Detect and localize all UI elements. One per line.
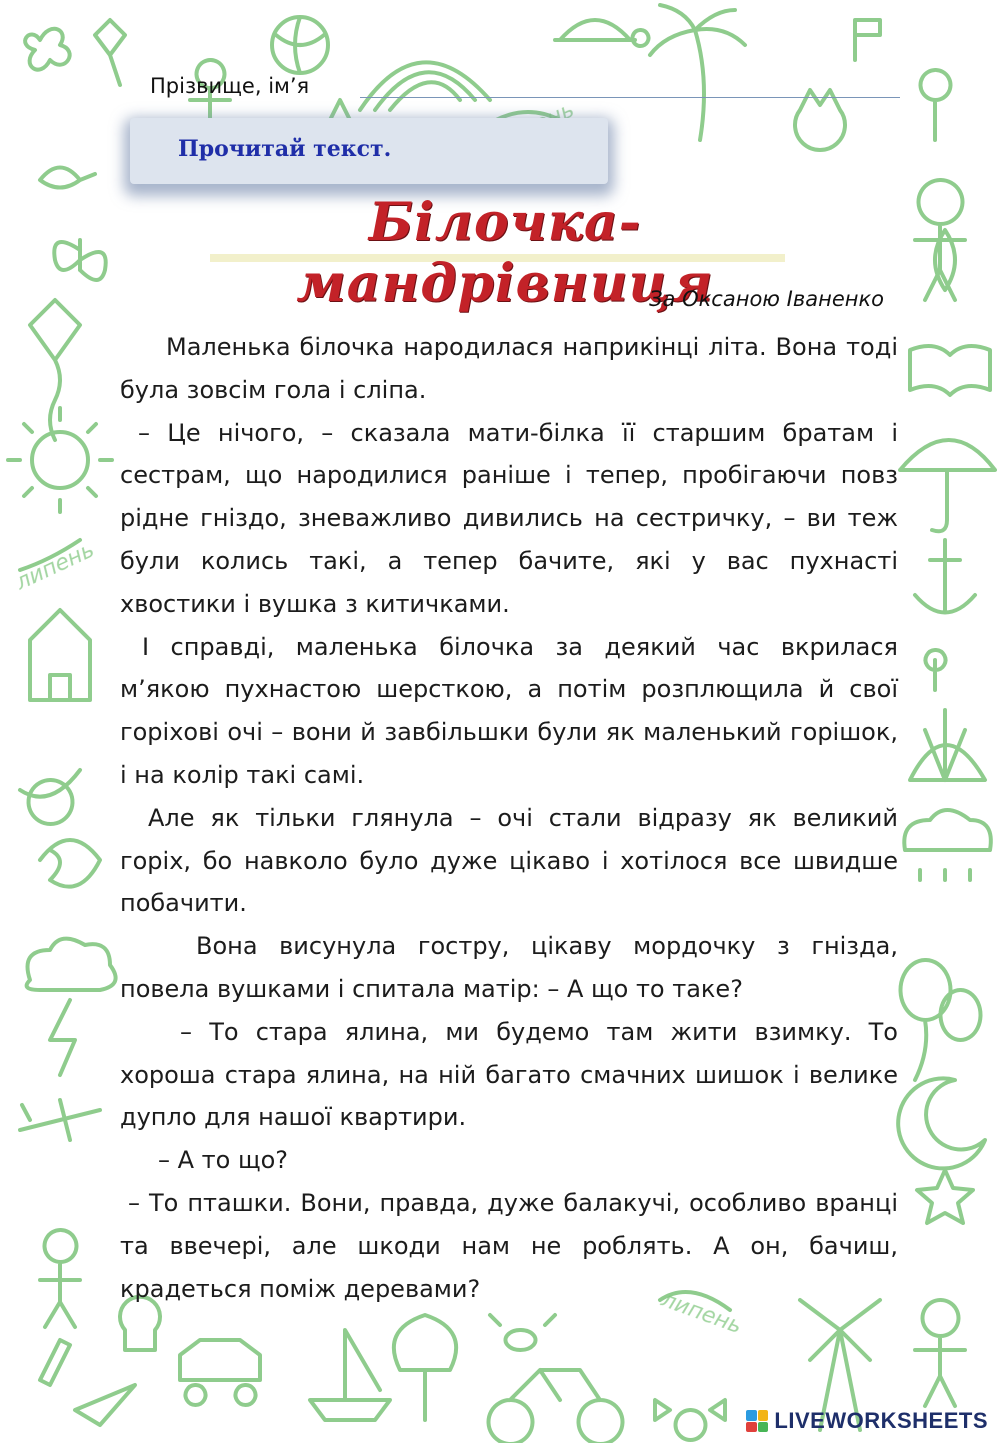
- doodle-word: липень: [11, 537, 99, 596]
- stick-figure-icon: [40, 1230, 80, 1327]
- umbrella-icon: [900, 440, 995, 531]
- flower-icon-2: [926, 650, 946, 690]
- lollipop-icon: [921, 70, 951, 140]
- lightning-icon: [50, 1000, 75, 1075]
- logo-badge-icon: [746, 1410, 768, 1432]
- kite-icon: [95, 20, 125, 85]
- flower-icon: [25, 29, 69, 70]
- paper-plane-icon: [75, 1385, 135, 1425]
- airplane-icon: [20, 1100, 100, 1140]
- moon-icon: [898, 1078, 985, 1168]
- book-icon: [910, 346, 990, 395]
- story-paragraph: Вона висунула гостру, цікаву мордочку з гнізда, повела вушками і спитала матір: – А що то таке?: [120, 932, 898, 1003]
- flag-icon: [855, 20, 880, 60]
- instruction-text: Прочитай текст.: [178, 136, 392, 162]
- sailboat-icon: [310, 1330, 390, 1420]
- crab-icon: [490, 1315, 555, 1350]
- name-label: Прізвище, ім’я: [150, 74, 310, 98]
- planet-icon: [20, 770, 80, 824]
- bicycle-icon: [489, 1370, 623, 1443]
- cloud-rain-icon: [904, 810, 991, 880]
- butterfly-icon: [54, 240, 105, 280]
- anchor-icon: [915, 540, 975, 613]
- shell-icon: [910, 710, 985, 780]
- star-icon: [917, 1170, 973, 1223]
- story-paragraph: – Це нічого, – сказала мати-білка її старшим братам і сестрам, що народилися раніше і тепер, пробігаючи повз рідне гніздо, зневажливо дивились на сестричку, – ви теж були колись такі, а тепер бачите, які у вас пухнасті хвостики і вушка з китичками.: [120, 418, 898, 618]
- turtle-icon: [555, 20, 649, 46]
- cloud-icon: [27, 939, 116, 990]
- story-paragraph: Маленька білочка народилася наприкінці літа. Вона тоді була зовсім гола і сліпа.: [120, 333, 898, 404]
- kite-icon-2: [30, 300, 80, 440]
- girl-icon-2: [915, 1300, 965, 1406]
- balloon-icon: [901, 960, 981, 1080]
- name-field[interactable]: [150, 72, 900, 106]
- story-paragraph: І справді, маленька білочка за деякий час вкрилася м’якою пухнастою шерсткою, а потім розплющила й свої горіхові очі – вони й завбільшки були як маленький горішок, і на колір такі самі.: [120, 632, 898, 789]
- car-icon: [180, 1340, 260, 1405]
- instruction-box: [130, 118, 608, 184]
- story-paragraph: – То стара ялина, ми будемо там жити взимку. То хороша стара ялина, на ній багато смачних шишок і велике дупло для нашої квартири.: [120, 1017, 898, 1132]
- story-paragraph: – То пташки. Вони, правда, дуже балакучі, особливо вранці та ввечері, але шкоди нам не роблять. А он, бачиш, крадеться поміж деревами?: [120, 1188, 898, 1303]
- title-text: Білочка-мандрівниця: [296, 192, 714, 314]
- logo-text: LIVEWORKSHEETS: [774, 1408, 988, 1433]
- tree-icon: [394, 1315, 456, 1420]
- story-text: [120, 326, 898, 1310]
- story-paragraph: – А то що?: [158, 1146, 288, 1175]
- pencil-icon: [40, 1340, 70, 1385]
- dragon-icon: [40, 840, 100, 887]
- name-input-line[interactable]: [360, 97, 900, 98]
- liveworksheets-logo[interactable]: [746, 1407, 988, 1435]
- candy-icon: [655, 1400, 725, 1440]
- bird-icon: [40, 168, 95, 188]
- story-paragraph: Але як тільки глянула – очі стали відразу як великий горіх, бо навколо було дуже цікаво і хотілося все швидше побачити.: [120, 803, 898, 918]
- sun-icon: [32, 432, 88, 488]
- house-icon: [30, 610, 90, 700]
- author-credit: За Оксаною Іваненко: [649, 287, 884, 311]
- doodle-word: липень: [657, 1287, 746, 1340]
